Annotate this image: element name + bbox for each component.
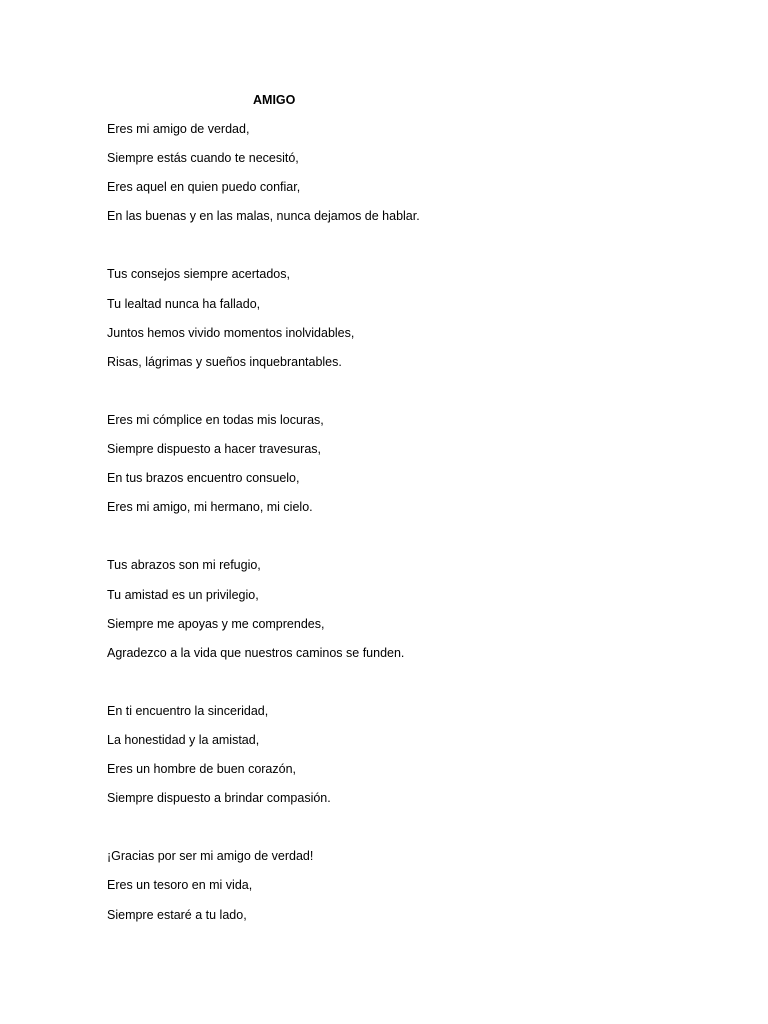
poem-line: Eres un hombre de buen corazón, [107, 762, 297, 777]
poem-line: Siempre dispuesto a brindar compasión. [107, 791, 331, 806]
poem-line: En las buenas y en las malas, nunca dejamos de hablar. [107, 209, 420, 224]
poem-line: Tu lealtad nunca ha fallado, [107, 296, 261, 311]
stanza [107, 557, 707, 673]
stanza [107, 412, 707, 528]
stanza-gap [107, 819, 707, 848]
stanza-gap [107, 237, 707, 266]
poem-line: Eres mi cómplice en todas mis locuras, [107, 412, 324, 427]
poem-line: Eres mi amigo, mi hermano, mi cielo. [107, 500, 313, 515]
poem-line: La honestidad y la amistad, [107, 732, 260, 747]
stanza-gap [107, 383, 707, 412]
stanza [107, 848, 707, 935]
poem-line: Siempre dispuesto a hacer travesuras, [107, 442, 321, 457]
poem-line: Eres un tesoro en mi vida, [107, 878, 253, 893]
poem-line: Tu amistad es un privilegio, [107, 587, 259, 602]
poem-line: En ti encuentro la sinceridad, [107, 703, 269, 718]
poem-line: Risas, lágrimas y sueños inquebrantables. [107, 354, 342, 369]
stanza [107, 703, 707, 819]
stanza [107, 266, 707, 382]
poem-line: Siempre estaré a tu lado, [107, 907, 247, 922]
poem-line: Siempre me apoyas y me comprendes, [107, 616, 325, 631]
poem-line: Agradezco a la vida que nuestros caminos se funden. [107, 645, 405, 660]
poem-line: ¡Gracias por ser mi amigo de verdad! [107, 849, 314, 864]
poem-line: Siempre estás cuando te necesitó, [107, 151, 299, 166]
poem-line: Tus abrazos son mi refugio, [107, 558, 261, 573]
stanza-gap [107, 528, 707, 557]
poem-line: Tus consejos siempre acertados, [107, 267, 290, 282]
stanza [107, 121, 707, 237]
poem-line: Juntos hemos vivido momentos inolvidables, [107, 325, 355, 340]
poem-line: En tus brazos encuentro consuelo, [107, 471, 300, 486]
stanza-gap [107, 674, 707, 703]
poem-body [107, 121, 707, 936]
poem-line: Eres mi amigo de verdad, [107, 122, 250, 136]
poem-title: AMIGO [253, 93, 296, 107]
poem-line: Eres aquel en quien puedo confiar, [107, 180, 301, 195]
